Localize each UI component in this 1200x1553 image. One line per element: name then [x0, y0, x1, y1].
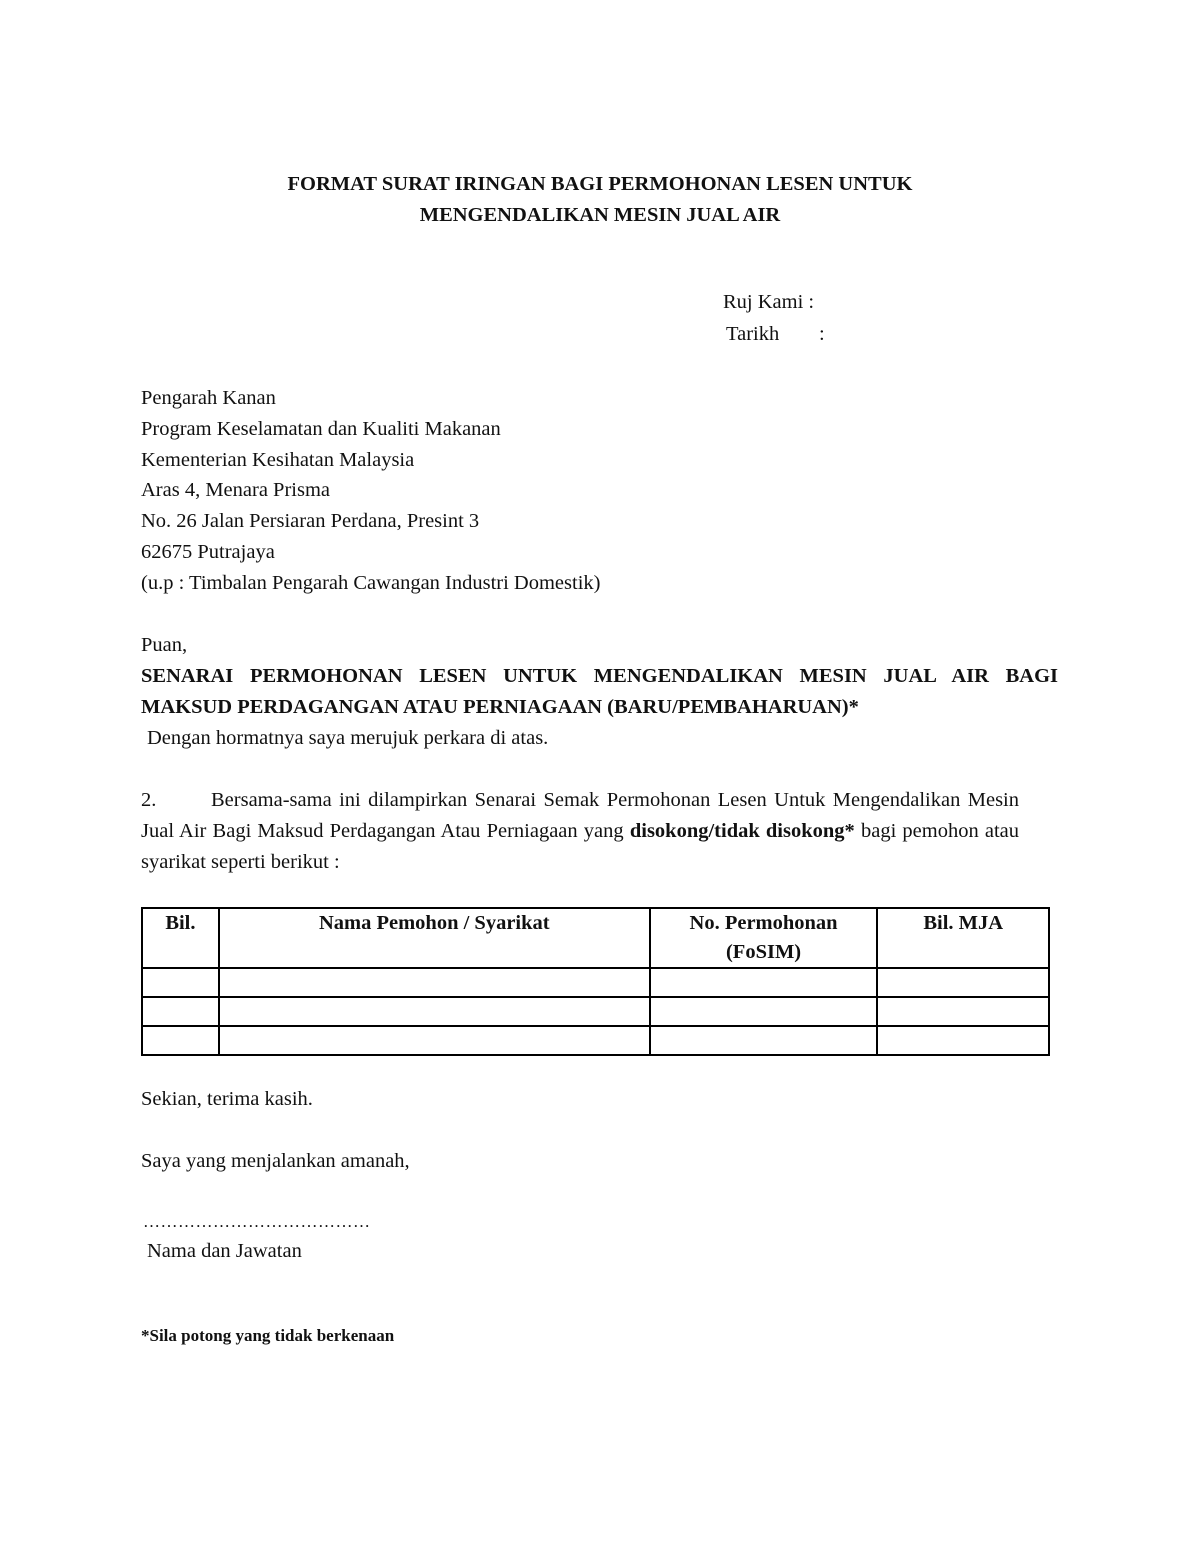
table-header-row — [142, 908, 1049, 968]
opening-line: Dengan hormatnya saya merujuk perkara di atas. — [147, 727, 549, 749]
paragraph-text-part-2: bagi pemohon atau syarikat seperti berikut : — [141, 820, 1020, 873]
table-cell — [877, 997, 1049, 1026]
table-cell — [219, 968, 650, 997]
address-line: Program Keselamatan dan Kualiti Makanan — [141, 417, 501, 440]
tarikh-label: Tarikh — [726, 323, 780, 345]
table-cell — [142, 1026, 219, 1055]
table-cell — [142, 997, 219, 1026]
closing-thanks: Sekian, terima kasih. — [141, 1088, 313, 1110]
reference-ruj-kami — [723, 288, 814, 316]
paragraph-bold-option: disokong/tidak disokong* — [629, 820, 855, 842]
table-cell — [219, 997, 650, 1026]
signature-line: ………………………………… — [143, 1212, 371, 1231]
column-header-no-permohonan: No. Permohonan (FoSIM) — [650, 908, 878, 968]
table-cell — [142, 968, 219, 997]
letter-subject: SENARAI PERMOHONAN LESEN UNTUK MENGENDALIKAN MESIN JUAL AIR BAGI MAKSUD PERDAGANGAN ATAU PERNIAGAAN (BARU/PEMBAHARUAN)* — [141, 665, 1058, 718]
document-title-line-1: FORMAT SURAT IRINGAN BAGI PERMOHONAN LESEN UNTUK — [287, 173, 913, 195]
paragraph-number: 2. — [141, 789, 157, 811]
column-header-bil: Bil. — [142, 908, 219, 968]
table-row — [142, 968, 1049, 997]
document-title-line-2: MENGENDALIKAN MESIN JUAL AIR — [419, 204, 781, 226]
ruj-kami-label: Ruj Kami — [723, 291, 804, 313]
tarikh-separator: : — [819, 323, 825, 345]
column-header-bil-mja: Bil. MJA — [877, 908, 1049, 968]
column-header-nama: Nama Pemohon / Syarikat — [219, 908, 650, 968]
table-cell — [650, 968, 878, 997]
address-line: 62675 Putrajaya — [141, 540, 275, 563]
ruj-kami-separator: : — [808, 291, 815, 313]
table-row — [142, 1026, 1049, 1055]
paragraph-text-part-1: Bersama-sama ini dilampirkan Senarai Semak Permohonan Lesen Untuk Mengendalikan Mesin Jual Air Bagi Maksud Perdagangan Atau Perniagaan yang — [141, 789, 1019, 842]
address-line: No. 26 Jalan Persiaran Perdana, Presint 3 — [141, 510, 480, 533]
table-cell — [650, 1026, 878, 1055]
table-cell — [877, 1026, 1049, 1055]
address-line: Kementerian Kesihatan Malaysia — [141, 448, 415, 471]
table-cell — [650, 997, 878, 1026]
address-line: Aras 4, Menara Prisma — [141, 479, 331, 502]
table-row — [142, 997, 1049, 1026]
table-cell — [219, 1026, 650, 1055]
salutation: Puan, — [141, 634, 188, 656]
address-line: Pengarah Kanan — [141, 387, 276, 409]
paragraph-2 — [141, 785, 1019, 878]
footnote: *Sila potong yang tidak berkenaan — [141, 1326, 395, 1345]
table-cell — [877, 968, 1049, 997]
reference-tarikh — [726, 320, 825, 348]
signatory-name-title: Nama dan Jawatan — [147, 1240, 302, 1262]
address-line: (u.p : Timbalan Pengarah Cawangan Industri Domestik) — [141, 571, 601, 594]
recipient-address — [141, 383, 600, 599]
closing-trust: Saya yang menjalankan amanah, — [141, 1150, 410, 1172]
applicant-table — [141, 907, 1050, 1056]
